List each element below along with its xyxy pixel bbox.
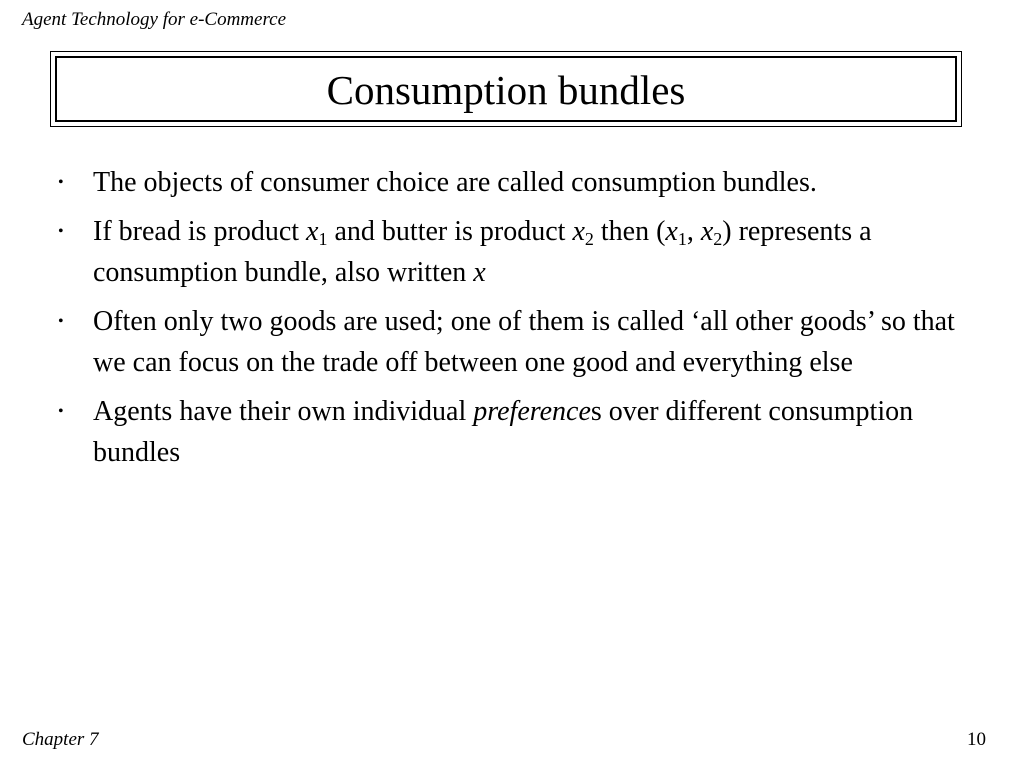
bullet-list [50,162,990,481]
variable: x [306,216,319,247]
bullet-text: ) represents a consumption bundle, also written [93,216,872,288]
subscript: 1 [318,229,328,249]
subscript: 2 [584,229,594,249]
bullet-item [50,162,990,203]
bullet-item [50,211,990,293]
subscript: 1 [677,229,687,249]
variable: x [700,216,714,247]
bullet-text: Agents have their own individual [93,396,474,427]
emphasis-text: preference [473,396,591,427]
bullet-text: The objects of consumer choice are called consumption bundles. [93,167,817,198]
bullet-item [50,391,990,473]
header-text: Agent Technology for e-Commerce [22,9,287,30]
slide-title: Consumption bundles [326,66,686,113]
bullet-icon: • [58,313,64,330]
title-frame-inner [55,56,957,122]
title-frame [50,51,962,127]
variable: x [665,216,678,247]
bullet-text: Often only two goods are used; one of them is called ‘all other goods’ so that we can focus on the trade off between one good and everything else [93,306,955,378]
variable: x [473,257,486,288]
bullet-icon: • [58,403,64,420]
page-number: 10 [967,729,986,750]
subscript: 2 [713,229,723,249]
bullet-icon: • [58,174,64,191]
bullet-text: and butter is product [327,216,573,247]
bullet-text: then ( [593,216,666,247]
footer-chapter: Chapter 7 [22,729,99,750]
bullet-icon: • [58,223,64,240]
variable: x [572,216,585,247]
bullet-text: , [686,216,701,247]
bullet-text: If bread is product [93,216,307,247]
bullet-item [50,301,990,383]
bullet-text: s over different consumption bundles [93,396,914,468]
